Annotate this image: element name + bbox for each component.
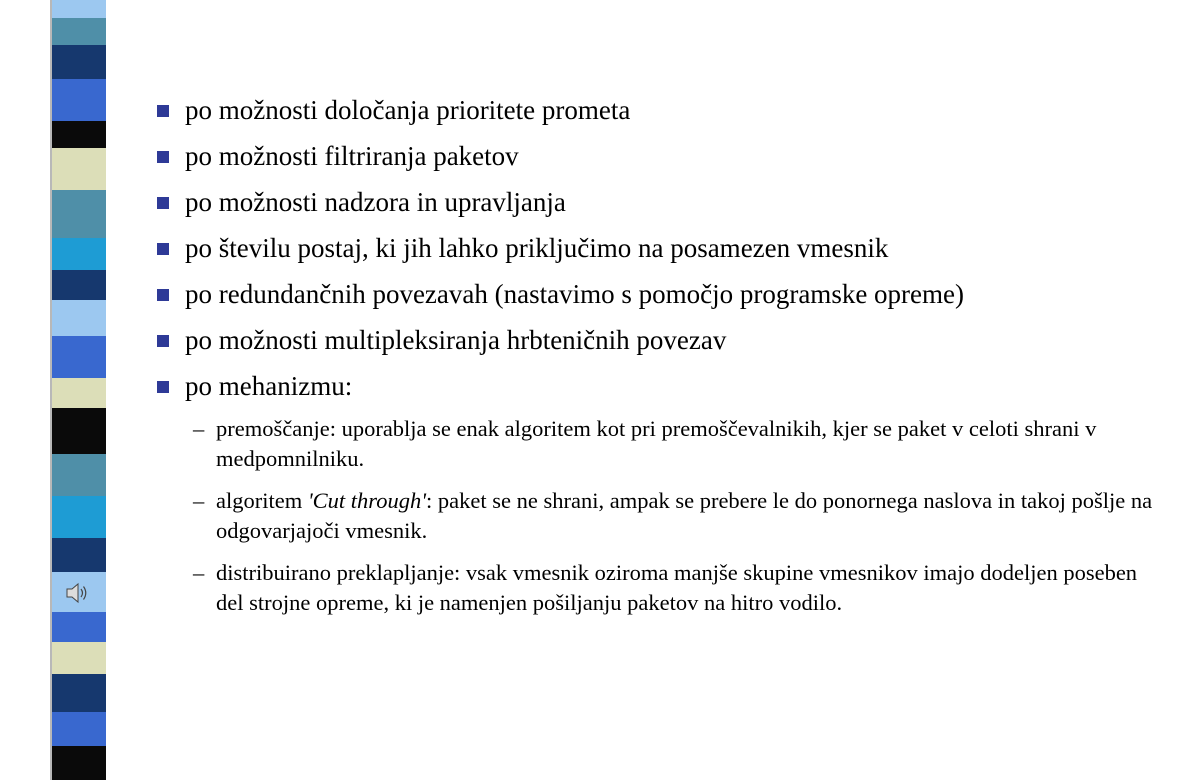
sub-bullet-prefix: algoritem (216, 488, 308, 513)
sub-bullet-text: premoščanje: uporablja se enak algoritem kot pri premoščevalnikih, kjer se paket v celoti shrani v medpomnilniku. (216, 416, 1097, 471)
bullet-item (157, 232, 964, 278)
bullet-item (157, 324, 964, 370)
stripe-band (52, 18, 106, 45)
stripe-band (52, 408, 106, 454)
bullet-text: po številu postaj, ki jih lahko priključimo na posamezen vmesnik (185, 233, 889, 263)
bullet-item (157, 370, 964, 416)
bullet-text: po redundančnih povezavah (nastavimo s pomočjo programske opreme) (185, 279, 965, 309)
stripe-band (52, 378, 106, 408)
square-bullet-icon (157, 335, 169, 347)
square-bullet-icon (157, 151, 169, 163)
stripe-band (52, 238, 106, 270)
bullet-item (157, 94, 964, 140)
dash-marker: – (193, 416, 205, 441)
sub-bullet-list (193, 414, 1163, 630)
sub-bullet-text: distribuirano preklapljanje: vsak vmesnik oziroma manjše skupine vmesnikov imajo dodeljen poseben del strojne opreme, ki je namenjen pošiljanju paketov na hitro vodilo. (216, 560, 1138, 615)
bullet-text: po možnosti filtriranja paketov (185, 141, 519, 171)
square-bullet-icon (157, 243, 169, 255)
speaker-icon[interactable] (64, 580, 90, 606)
sub-bullet-suffix: : paket se ne shrani, ampak se prebere le do ponornega naslova in takoj pošlje na odgovarjajoči vmesnik. (216, 488, 1153, 543)
bullet-item (157, 278, 964, 324)
square-bullet-icon (157, 381, 169, 393)
bullet-item (157, 186, 964, 232)
bullet-text: po mehanizmu: (185, 371, 353, 401)
stripe-band (52, 300, 106, 336)
sub-bullet-item (193, 558, 1163, 618)
square-bullet-icon (157, 289, 169, 301)
stripe-band (52, 642, 106, 674)
dash-marker: – (193, 560, 205, 585)
stripe-band (52, 712, 106, 746)
stripe-band (52, 190, 106, 238)
square-bullet-icon (157, 105, 169, 117)
bullet-text: po možnosti multipleksiranja hrbteničnih povezav (185, 325, 727, 355)
main-bullet-list (157, 94, 964, 416)
stripe-band (52, 0, 106, 18)
bullet-text: po možnosti nadzora in upravljanja (185, 187, 566, 217)
bullet-text: po možnosti določanja prioritete prometa (185, 95, 631, 125)
stripe-band (52, 674, 106, 712)
stripe-band (52, 454, 106, 496)
sub-bullet-item (193, 486, 1163, 546)
dash-marker: – (193, 488, 205, 513)
decorative-stripe-bar (52, 0, 106, 780)
stripe-band (52, 121, 106, 148)
bullet-item (157, 140, 964, 186)
square-bullet-icon (157, 197, 169, 209)
stripe-band (52, 45, 106, 79)
stripe-band (52, 538, 106, 572)
sub-bullet-italic-term: 'Cut through' (307, 488, 427, 513)
sub-bullet-item (193, 414, 1163, 474)
stripe-band (52, 496, 106, 538)
stripe-band (52, 270, 106, 300)
stripe-band (52, 336, 106, 378)
stripe-band (52, 79, 106, 121)
stripe-band (52, 746, 106, 780)
stripe-band (52, 612, 106, 642)
stripe-band (52, 148, 106, 190)
